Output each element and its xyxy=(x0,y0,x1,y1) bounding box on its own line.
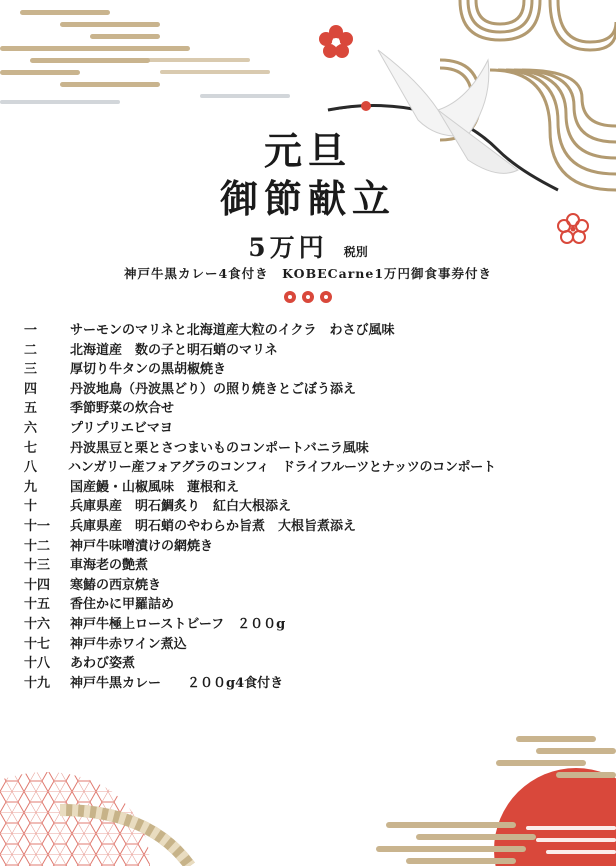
menu-number: 十三 xyxy=(24,558,51,574)
list-item xyxy=(24,380,594,400)
menu-text: ハンガリー産フォアグラのコンフィ ドライフルーツとナッツのコンポート xyxy=(68,460,496,476)
list-item xyxy=(24,595,594,615)
menu-number: 十二 xyxy=(24,538,51,554)
menu-number: 十四 xyxy=(24,577,51,593)
menu-text: 季節野菜の炊合せ xyxy=(70,401,175,417)
menu-number: 三 xyxy=(24,362,38,378)
menu-text: 厚切り牛タンの黒胡椒焼き xyxy=(70,362,227,378)
menu-number: 十一 xyxy=(24,518,51,534)
list-item xyxy=(24,517,594,537)
list-item xyxy=(24,321,594,341)
list-item xyxy=(24,674,594,694)
menu-number: 八 xyxy=(24,460,38,476)
list-item xyxy=(24,497,594,517)
menu-list xyxy=(24,321,594,693)
menu-text: 兵庫県産 明石蛸のやわらか旨煮 大根旨煮添え xyxy=(70,518,357,534)
menu-number: 十八 xyxy=(24,656,51,672)
menu-number: 十 xyxy=(24,499,38,515)
menu-text: 兵庫県産 明石鯛炙り 紅白大根添え xyxy=(70,499,292,515)
menu-text: 神戸牛味噌漬けの網焼き xyxy=(70,538,214,554)
menu-text: 神戸牛極上ローストビーフ ２００g xyxy=(70,616,286,632)
list-item xyxy=(24,458,594,478)
list-item xyxy=(24,341,594,361)
title-line-1: 元旦 xyxy=(263,128,352,173)
menu-number: 一 xyxy=(24,323,38,338)
menu-text: 神戸牛赤ワイン煮込 xyxy=(70,636,187,652)
menu-number: 十六 xyxy=(24,616,51,632)
tax-label: 税別 xyxy=(343,245,368,259)
title-line-2: 御節献立 xyxy=(219,176,396,221)
flower-divider-icon xyxy=(283,290,333,304)
list-item xyxy=(24,439,594,459)
menu-text: プリプリエビマヨ xyxy=(70,420,173,436)
menu-number: 十九 xyxy=(24,675,51,691)
menu-text: 寒鰆の西京焼き xyxy=(70,577,162,593)
rising-sun xyxy=(376,730,616,866)
price-row xyxy=(0,228,616,264)
menu-text: 北海道産 数の子と明石蛸のマリネ xyxy=(70,342,278,358)
list-item xyxy=(24,419,594,439)
menu-number: 二 xyxy=(24,342,38,358)
menu-text: 車海老の艶煮 xyxy=(70,558,149,574)
menu-number: 十七 xyxy=(24,636,51,652)
price-amount: 5万円 xyxy=(248,233,328,262)
subtitle: 神戸牛黒カレー4食付き KOBECarne1万円御食事券付き xyxy=(123,266,493,281)
list-item xyxy=(24,478,594,498)
menu-number: 九 xyxy=(24,479,38,495)
cloud-pattern-top-left xyxy=(0,0,300,110)
menu-text: あわび姿煮 xyxy=(70,656,136,672)
list-item xyxy=(24,615,594,635)
menu-text: 神戸牛黒カレー ２００g4食付き xyxy=(70,675,284,691)
menu-text: 香住かに甲羅詰め xyxy=(70,597,175,613)
list-item xyxy=(24,399,594,419)
list-item xyxy=(24,576,594,596)
menu-text: 丹波地鳥（丹波黒どり）の照り焼きとごぼう添え xyxy=(70,381,357,397)
menu-text: 国産鰻・山椒風味 蓮根和え xyxy=(70,479,240,495)
list-item xyxy=(24,537,594,557)
menu-number: 七 xyxy=(24,440,38,456)
menu-number: 六 xyxy=(24,420,38,436)
rope xyxy=(60,790,260,866)
list-item xyxy=(24,654,594,674)
list-item xyxy=(24,556,594,576)
menu-text: サーモンのマリネと北海道産大粒のイクラ わさび風味 xyxy=(70,323,395,338)
list-item xyxy=(24,360,594,380)
menu-text: 丹波黒豆と栗とさつまいものコンポートバニラ風味 xyxy=(70,440,369,456)
list-item xyxy=(24,635,594,655)
menu-number: 四 xyxy=(24,381,38,397)
menu-number: 五 xyxy=(24,401,38,417)
menu-number: 十五 xyxy=(24,597,51,613)
